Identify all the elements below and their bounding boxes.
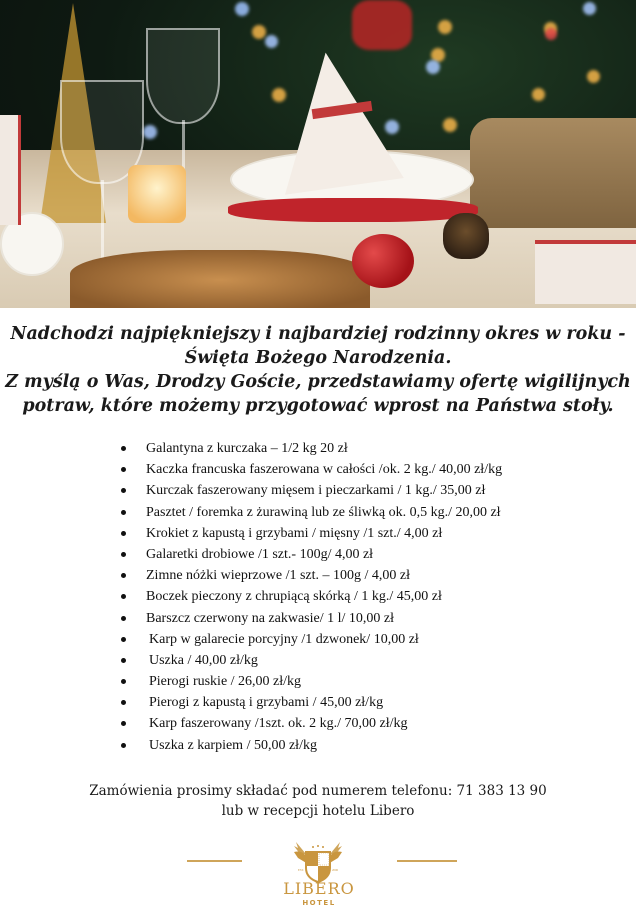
menu-item-text: Uszka / 40,00 zł/kg [149, 652, 258, 668]
order-info [0, 781, 636, 821]
bokeh-light [443, 118, 457, 132]
menu-item [118, 565, 502, 586]
menu-item [118, 608, 502, 629]
bullet-icon [121, 616, 126, 621]
menu-item-text: Krokiet z kapustą i grzybami / mięsny /1 szt./ 4,00 zł [146, 525, 443, 541]
menu-item [118, 650, 502, 671]
intro-line: Nadchodzi najpiękniejszy i najbardziej rodzinny okres w roku - [10, 324, 626, 344]
menu-item [118, 671, 502, 692]
red-ornament-ball [352, 234, 414, 288]
bullet-icon [121, 467, 126, 472]
menu-item [118, 502, 502, 523]
bowtie-decoration [352, 0, 412, 50]
menu-item-text: Uszka z karpiem / 50,00 zł/kg [149, 737, 317, 753]
logo-subtitle: HOTEL [302, 899, 336, 907]
cookies-plate [70, 250, 370, 308]
menu-item-text: Pierogi ruskie / 26,00 zł/kg [149, 674, 302, 690]
menu-item [118, 735, 502, 756]
bullet-icon [121, 658, 126, 663]
menu-item [118, 480, 502, 501]
menu-item-text: Galantyna z kurczaka – 1/2 kg 20 zł [146, 441, 348, 456]
intro-line: Z myślą o Was, Drodzy Goście, przedstawiamy ofertę wigilijnych [5, 372, 631, 392]
napkin-right [535, 240, 636, 304]
menu-item-text: Galaretki drobiowe /1 szt.- 100g/ 4,00 zł [146, 546, 374, 562]
bullet-icon [121, 446, 126, 451]
bokeh-light [532, 88, 545, 101]
bullet-icon [121, 637, 126, 642]
bullet-icon [121, 700, 126, 705]
menu-item [118, 544, 502, 565]
divider-left [187, 860, 242, 862]
red-placemat [228, 198, 478, 222]
bokeh-light [235, 2, 249, 16]
bokeh-light [426, 60, 440, 74]
bullet-icon [121, 679, 126, 684]
bullet-icon [121, 721, 126, 726]
intro-text [0, 322, 636, 418]
menu-item [118, 523, 502, 544]
candle [128, 165, 186, 223]
menu-item [118, 586, 502, 607]
chair [470, 118, 636, 228]
pine-cone [443, 213, 489, 259]
bokeh-light [587, 70, 600, 83]
bullet-icon [121, 573, 126, 578]
menu-item-text: Kaczka francuska faszerowana w całości /ok. 2 kg./ 40,00 zł/kg [146, 462, 503, 478]
svg-text:EST.: EST. [298, 868, 304, 872]
napkin-folded [266, 44, 404, 194]
bokeh-light [252, 25, 266, 39]
wine-glass [146, 28, 220, 124]
menu-item-text: Barszcz czerwony na zakwasie/ 1 l/ 10,00 zł [146, 610, 395, 626]
bullet-icon [121, 552, 126, 557]
logo-name: LIBERO [283, 879, 355, 898]
menu-item [118, 692, 502, 713]
bokeh-light [583, 2, 596, 15]
menu-item-text: Karp faszerowany /1szt. ok. 2 kg./ 70,00 zł/kg [149, 716, 408, 732]
intro-line: potraw, które możemy przygotować wprost na Państwa stoły. [22, 396, 614, 416]
menu-item [118, 438, 502, 459]
napkin-left [0, 115, 21, 225]
menu-item-text: Boczek pieczony z chrupiącą skórką / 1 kg./ 45,00 zł [146, 589, 442, 605]
bullet-icon [121, 531, 126, 536]
menu-item-text: Pierogi z kapustą i grzybami / 45,00 zł/kg [149, 695, 384, 711]
bokeh-light [438, 20, 452, 34]
bullet-icon [121, 488, 126, 493]
menu-list [118, 438, 502, 756]
hero-photo [0, 0, 636, 308]
intro-line: Święta Bożego Narodzenia. [184, 348, 452, 368]
bullet-icon [121, 594, 126, 599]
bokeh-light [143, 125, 157, 139]
menu-item-text: Kurczak faszerowany mięsem i pieczarkami / 1 kg./ 35,00 zł [146, 483, 486, 499]
menu-item [118, 629, 502, 650]
bokeh-light [265, 35, 278, 48]
menu-item [118, 459, 502, 480]
bullet-icon [121, 743, 126, 748]
divider-right [397, 860, 457, 862]
order-phone-line: Zamówienia prosimy składać pod numerem telefonu: 71 383 13 90 [89, 783, 547, 799]
menu-item-text: Pasztet / foremka z żurawiną lub ze śliwką ok. 0,5 kg./ 20,00 zł [146, 504, 501, 520]
menu-item-text: Karp w galarecie porcyjny /1 dzwonek/ 10,00 zł [149, 631, 419, 647]
svg-text:2006: 2006 [332, 868, 338, 872]
libero-crest-icon [288, 838, 348, 883]
bullet-icon [121, 510, 126, 515]
menu-item [118, 713, 502, 734]
menu-item-text: Zimne nóżki wieprzowe /1 szt. – 100g / 4,00 zł [146, 568, 410, 584]
bokeh-light [545, 28, 557, 40]
order-reception-line: lub w recepcji hotelu Libero [221, 803, 415, 819]
